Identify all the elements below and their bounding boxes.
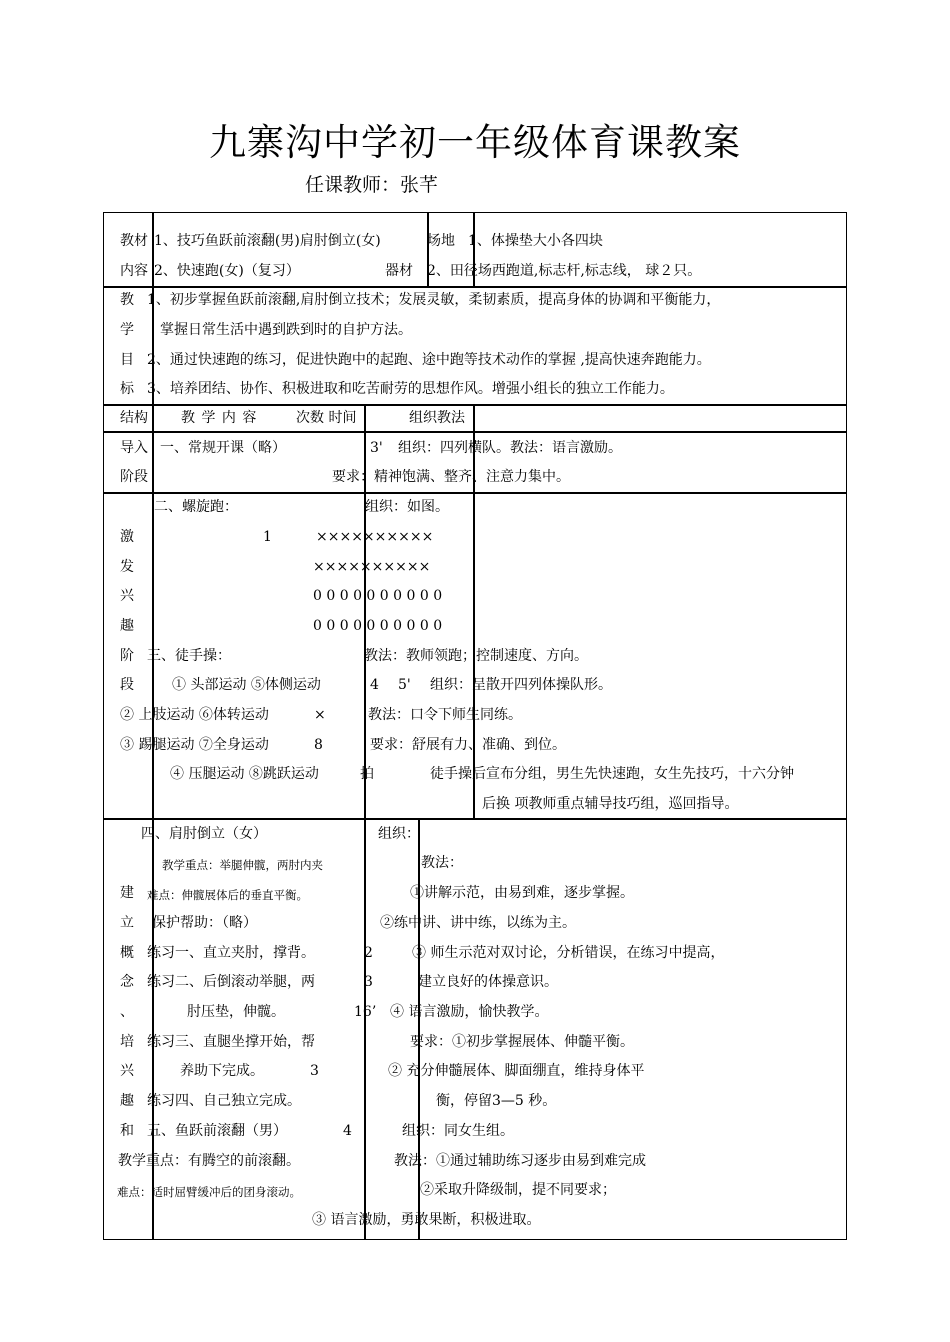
exercise-3: ③ 踢腿运动 ⑦全身运动: [120, 737, 269, 753]
row-divider: [103, 286, 847, 288]
stage-label: 培: [120, 1034, 134, 1050]
formation-row: ××××××××××: [313, 559, 431, 575]
spiral-run: 二、螺旋跑：: [154, 499, 238, 515]
calisthenics-method: 教法：教师领跑；控制速度、方向。: [364, 648, 588, 664]
stage-label: 发: [120, 559, 134, 575]
goal-1-cont: 掌握日常生活中遇到跌到时的自护方法。: [160, 322, 412, 338]
intro-organization: 组织：四列横队。教法：语言激励。: [398, 440, 622, 456]
exercise-count: 8: [314, 737, 323, 753]
label-equipment: 器材: [385, 263, 413, 279]
col-count-time: 次数 时间: [296, 410, 357, 426]
calisthenics: 三、徒手操：: [147, 648, 231, 664]
practice-time: 16’: [354, 1004, 377, 1020]
intro-requirement: 要求：精神饱满、整齐、注意力集中。: [332, 469, 570, 485]
dive-roll-heading: 五、鱼跃前滚翻（男）: [147, 1123, 287, 1139]
practice-4: 练习四、自己独立完成。: [147, 1093, 301, 1109]
shoulder-stand-organization: 组织：: [378, 826, 420, 842]
difficulty: 难点：伸髋展体后的垂直平衡。: [147, 888, 308, 902]
dive-roll-method-2: ②采取升降级制，提不同要求；: [420, 1182, 616, 1198]
protection: 保护帮助：（略）: [152, 915, 257, 931]
stage-label: 建: [120, 885, 134, 901]
exercise-count: 拍: [360, 766, 374, 782]
row-divider: [103, 818, 847, 820]
after-calisthenics: 徒手操后宣布分组，男生先快速跑，女生先技巧，十六分钟: [430, 766, 794, 782]
stage-label: 阶: [120, 648, 134, 664]
practice-3-cont: 养助下完成。: [180, 1063, 264, 1079]
label-venue: 场地: [427, 233, 455, 249]
requirement-2-cont: 衡，停留3—5 秒。: [436, 1093, 557, 1109]
row-divider: [103, 431, 847, 433]
spiral-organization: 组织：如图。: [365, 499, 449, 515]
row-divider: [103, 492, 847, 494]
method-3-cont: 建立良好的体操意识。: [418, 974, 558, 990]
stage-label: 念: [120, 974, 134, 990]
col-structure: 结构: [120, 410, 148, 426]
stage-label: 立: [120, 915, 134, 931]
stage-label: 段: [120, 677, 134, 693]
stage-label: 概: [120, 945, 134, 961]
method-3: ③ 师生示范对双讨论，分析错误，在练习中提高，: [412, 945, 725, 961]
stage-label: 和: [120, 1123, 134, 1139]
exercise-organization: 组织：呈散开四列体操队形。: [430, 677, 612, 693]
stage-label: 兴: [120, 588, 134, 604]
exercise-method: 教法：口令下师生同练。: [368, 707, 522, 723]
goals-label: 教: [120, 292, 134, 308]
teacher-name: 任课教师：张芊: [305, 174, 439, 196]
shoulder-stand-heading: 四、肩肘倒立（女）: [141, 826, 267, 842]
practice-1: 练习一、直立夹肘，撑背。: [147, 945, 315, 961]
requirement-1: 要求：①初步掌握展体、伸髓平衡。: [410, 1034, 634, 1050]
formation-row: 0 0 0 0 0 0 0 0 0 0: [313, 618, 443, 634]
dive-roll-count: 4: [343, 1123, 352, 1139]
intro-time: 3': [370, 440, 383, 456]
practice-count: 3: [364, 974, 373, 990]
formation-row: ××××××××××: [316, 529, 434, 545]
key-point: 教学重点：举腿伸髋，两肘内夹: [162, 858, 323, 872]
stage-label: 趣: [120, 618, 134, 634]
method-4: ④ 语言激励，愉快教学。: [390, 1004, 549, 1020]
stage-label: 兴: [120, 1063, 134, 1079]
page-title: 九寨沟中学初一年级体育课教案: [209, 121, 741, 164]
exercise-requirement: 要求：舒展有力、准确、到位。: [370, 737, 566, 753]
label-content: 内容: [120, 263, 148, 279]
exercise-count: ×: [314, 707, 326, 723]
stage-label: 、: [120, 1004, 134, 1020]
formation-number: 1: [263, 529, 272, 545]
dive-roll-method-1: 教法：①通过辅助练习逐步由易到难完成: [394, 1153, 646, 1169]
intro-content: 一、常规开课（略）: [160, 440, 286, 456]
column-divider: [418, 818, 420, 1240]
equipment-item-1: 1、体操垫大小各四块: [468, 233, 603, 249]
dive-roll-organization: 组织：同女生组。: [402, 1123, 514, 1139]
goal-1: 1、初步掌握鱼跃前滚翻,肩肘倒立技术；发展灵敏，柔韧素质，提高身体的协调和平衡能力，: [147, 292, 721, 308]
goal-3: 3、培养团结、协作、积极进取和吃苦耐劳的思想作风。增强小组长的独立工作能力。: [147, 381, 674, 397]
method-1: ①讲解示范，由易到难，逐步掌握。: [410, 885, 634, 901]
practice-2-cont: 肘压垫，伸髋。: [187, 1004, 285, 1020]
label-materials: 教材: [120, 233, 148, 249]
equipment-item-2: 2、田径场西跑道,标志杆,标志线， 球２只。: [427, 263, 702, 279]
method-label: 教法：: [421, 855, 463, 871]
col-method: 组织教法: [409, 410, 465, 426]
material-item-2: 2、快速跑(女)（复习）: [154, 263, 300, 279]
requirement-2: ② 充分伸髓展体、脚面绷直，维持身体平: [388, 1063, 645, 1079]
after-calisthenics-cont: 后换 项教师重点辅导技巧组，巡回指导。: [482, 796, 739, 812]
material-item-1: 1、技巧鱼跃前滚翻(男)肩肘倒立(女): [154, 233, 381, 249]
exercise-4: ④ 压腿运动 ⑧跳跃运动: [170, 766, 319, 782]
stage-label: 激: [120, 529, 134, 545]
method-2: ②练中讲、讲中练，以练为主。: [380, 915, 576, 931]
exercise-count: 4: [370, 677, 379, 693]
key-point-2: 教学重点：有腾空的前滚翻。: [118, 1153, 300, 1169]
goals-label: 目: [120, 352, 134, 368]
goals-label: 学: [120, 322, 134, 338]
row-divider: [103, 404, 847, 406]
practice-count: 3: [310, 1063, 319, 1079]
exercise-1: ① 头部运动 ⑤体侧运动: [172, 677, 321, 693]
difficulty-2: 难点：适时屈臂缓冲后的团身滚动。: [117, 1185, 301, 1199]
goals-label: 标: [120, 381, 134, 397]
column-divider: [473, 404, 475, 818]
intro-label: 阶段: [120, 469, 148, 485]
goal-2: 2、通过快速跑的练习，促进快跑中的起跑、途中跑等技术动作的掌握 ,提高快速奔跑能力。: [147, 352, 711, 368]
practice-3: 练习三、直腿坐撑开始，帮: [147, 1034, 315, 1050]
intro-label: 导入: [120, 440, 148, 456]
exercise-2: ② 上肢运动 ⑥体转运动: [120, 707, 269, 723]
practice-count: 2: [364, 945, 373, 961]
dive-roll-method-3: ③ 语言激励，勇敢果断，积极进取。: [312, 1212, 541, 1228]
stage-label: 趣: [120, 1093, 134, 1109]
formation-row: 0 0 0 0 0 0 0 0 0 0: [313, 588, 443, 604]
col-content: 教 学 内 容: [181, 410, 258, 426]
exercise-time: 5': [398, 677, 411, 693]
practice-2: 练习二、后倒滚动举腿，两: [147, 974, 315, 990]
